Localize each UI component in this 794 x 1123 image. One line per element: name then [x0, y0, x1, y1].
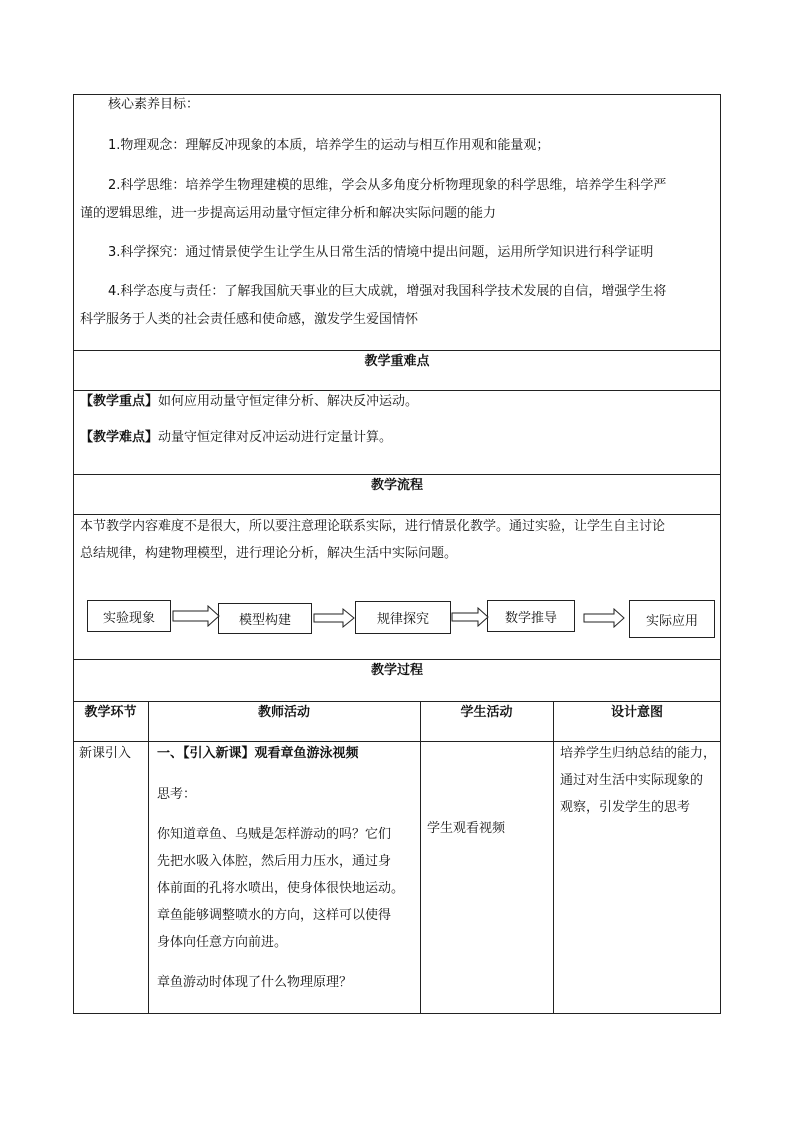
- design-intent-line: 通过对生活中实际现象的: [560, 773, 704, 788]
- stage-cell: 新课引入: [79, 746, 132, 761]
- think-label: 思考：: [157, 787, 197, 802]
- flow-description: 本节教学内容难度不是很大，所以要注意理论联系实际，进行情景化教学。通过实验，让学生自主讨论: [80, 519, 666, 534]
- core-goal-item: 2.科学思维：培养学生物理建模的思维，学会从多角度分析物理现象的科学思维，培养学生科学严: [108, 178, 667, 193]
- design-intent-line: 培养学生归纳总结的能力，: [560, 746, 717, 761]
- teacher-question: 章鱼游动时体现了什么物理原理？: [157, 975, 353, 990]
- design-intent-line: 观察，引发学生的思考: [560, 800, 691, 815]
- row-divider: [73, 514, 721, 515]
- flow-step-box: 模型构建: [218, 603, 312, 634]
- core-goal-item-cont: 科学服务于人类的社会责任感和使命感，激发学生爱国情怀: [80, 312, 419, 327]
- column-header: 教师活动: [257, 705, 310, 720]
- flow-description-cont: 总结规律，构建物理模型，进行理论分析，解决生活中实际问题。: [80, 546, 458, 561]
- row-divider: [73, 474, 721, 475]
- column-divider: [148, 701, 149, 1014]
- core-goal-item: 1.物理观念：理解反冲现象的本质，培养学生的运动与相互作用观和能量观；: [108, 138, 550, 153]
- difficulty-label: 【教学难点】: [80, 430, 159, 445]
- section-title: 教学流程: [370, 478, 423, 493]
- student-activity-cell: 学生观看视频: [427, 821, 506, 836]
- core-goal-item: 3.科学探究：通过情景使学生让学生从日常生活的情境中提出问题，运用所学知识进行科学证明: [108, 245, 654, 260]
- column-header: 教学环节: [84, 705, 137, 720]
- difficulty-text: 动量守恒定律对反冲运动进行定量计算。: [158, 430, 393, 445]
- flow-arrow-icon: [172, 605, 220, 627]
- teacher-paragraph-line: 身体向任意方向前进。: [157, 935, 288, 950]
- focus-label: 【教学重点】: [80, 394, 159, 409]
- teacher-title-text: 【引入新课】观看章鱼游泳视频: [183, 746, 359, 761]
- teacher-paragraph-line: 你知道章鱼、乌贼是怎样游动的吗？它们: [157, 827, 392, 842]
- flow-step-box: 规律探究: [355, 601, 451, 634]
- teacher-paragraph-line: 体前面的孔将水喷出，使身体很快地运动。: [157, 881, 405, 896]
- teacher-title-prefix: 一、: [157, 746, 184, 761]
- focus-text: 如何应用动量守恒定律分析、解决反冲运动。: [158, 394, 419, 409]
- teacher-activity-title: [157, 745, 359, 763]
- column-header: 学生活动: [460, 705, 513, 720]
- flow-arrow-icon: [451, 606, 489, 628]
- flow-step-box: 实验现象: [87, 600, 171, 632]
- row-divider: [73, 741, 721, 742]
- row-divider: [73, 390, 721, 391]
- flow-arrow-icon: [583, 608, 625, 628]
- flow-arrow-icon: [313, 607, 355, 629]
- section-title: 教学过程: [370, 663, 423, 678]
- row-divider: [73, 659, 721, 660]
- section-title: 教学重难点: [364, 354, 430, 369]
- column-header: 设计意图: [610, 705, 663, 720]
- flow-step-box: 实际应用: [629, 600, 715, 638]
- focus-line: [80, 393, 418, 411]
- teacher-paragraph-line: 章鱼能够调整喷水的方向，这样可以使得: [157, 908, 392, 923]
- row-divider: [73, 350, 721, 351]
- teacher-paragraph-line: 先把水吸入体腔，然后用力压水，通过身: [157, 854, 392, 869]
- column-divider: [420, 701, 421, 1014]
- core-goal-item: 4.科学态度与责任：了解我国航天事业的巨大成就，增强对我国科学技术发展的自信，增强学生将: [108, 284, 667, 299]
- flow-step-box: 数学推导: [487, 600, 575, 632]
- row-divider: [73, 701, 721, 702]
- core-goal-item-cont: 谨的逻辑思维，进一步提高运用动量守恒定律分析和解决实际问题的能力: [80, 206, 497, 221]
- core-goals-heading: 核心素养目标：: [108, 97, 200, 112]
- difficulty-line: [80, 429, 392, 447]
- column-divider: [553, 701, 554, 1014]
